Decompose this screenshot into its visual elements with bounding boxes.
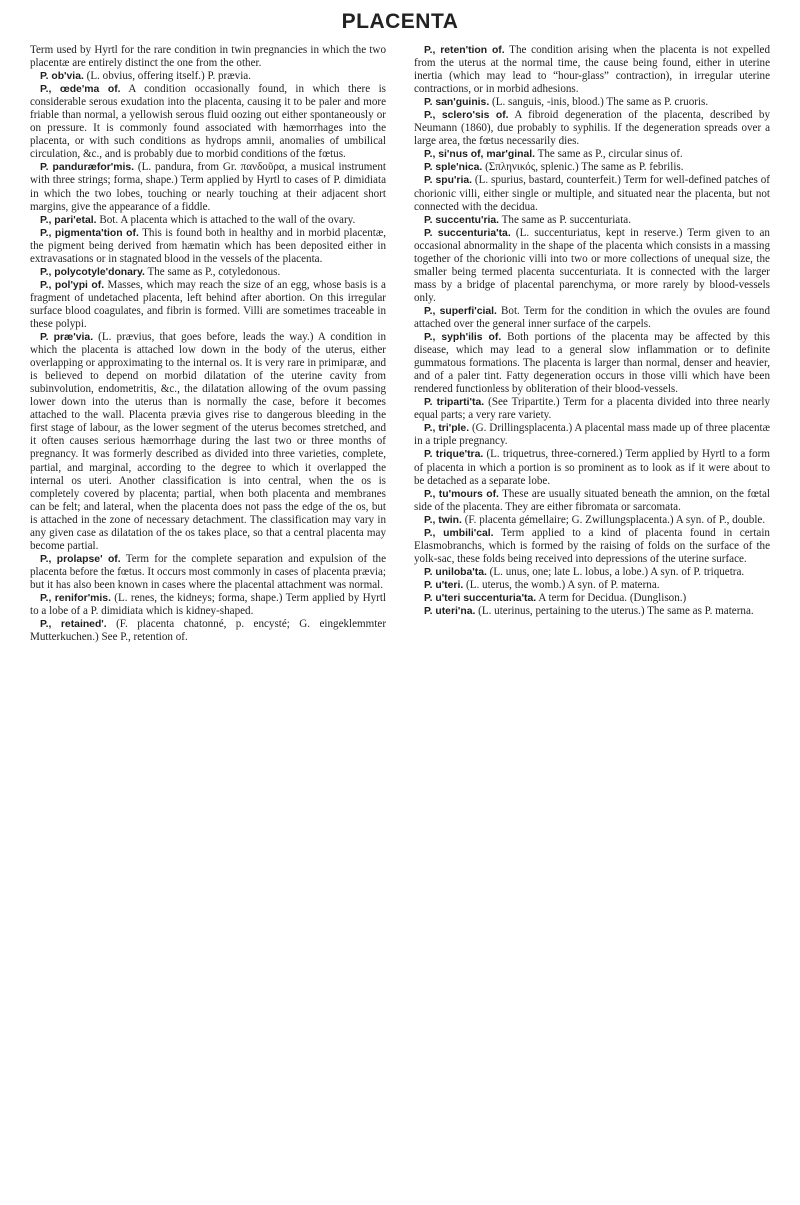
entry-headword: P. uteri'na. [424, 606, 476, 618]
dictionary-entry [30, 553, 386, 592]
entry-definition: This is found both in healthy and in morbid placentæ, the pigment being derived from hæmatin which has been deposited either in extravasations or in stagnated blood in the vessels of the placenta. [30, 226, 386, 265]
entry-headword: P., syph'ilis of. [424, 332, 502, 344]
dictionary-entry [414, 44, 770, 96]
entry-definition: (G. Drillingsplacenta.) A placental mass made up of three placentæ in a triple pregnancy. [414, 422, 770, 448]
entry-headword: P. panduræfor'mis. [40, 162, 135, 174]
entry-definition: (L. spurius, bastard, counterfeit.) Term for well-defined patches of chorionic villi, either single or multiple, and situated near the placenta, but not connected with the decidua. [414, 174, 771, 213]
dictionary-entry [30, 592, 386, 618]
dictionary-entry [414, 331, 770, 396]
dictionary-entry [414, 579, 770, 592]
dictionary-entry [30, 227, 386, 266]
dictionary-entry [414, 174, 770, 213]
dictionary-entry [30, 214, 386, 227]
entry-definition: (L. obvius, offering itself.) P. prævia. [83, 70, 251, 83]
dictionary-entry [30, 331, 386, 553]
entry-headword: P., tu'mours of. [424, 488, 499, 500]
entry-headword: P., sclero'sis of. [424, 110, 509, 122]
entry-definition: (L. pandura, from Gr. πανδοῦρα, a musical instrument with three strings; forma, shape.) Term applied by Hyrtl to cases of P. dimidiata in which the two lobes, touching or nearly touching at their adjacent short margins, give the appearance of a fiddle. [30, 161, 386, 213]
entry-definition: Masses, which may reach the size of an egg, whose basis is a fragment of undetached placenta, left behind after abortion. On this irregular surface blood coagulates, and fibrin is formed. Villi are sometimes traceable in these polypi. [30, 278, 386, 330]
dictionary-entry [30, 266, 386, 279]
entry-headword: P. sple'nica. [424, 162, 483, 174]
dictionary-entry [30, 279, 386, 331]
entry-definition: (See Tripartite.) Term for a placenta divided into three nearly equal parts; a very rare variety. [414, 396, 770, 422]
dictionary-entry [414, 227, 770, 305]
entry-headword: P., si'nus of, mar'ginal. [424, 149, 535, 161]
entry-headword: P. triparti'ta. [424, 397, 485, 409]
dictionary-entry [414, 96, 770, 109]
entry-definition: (L. renes, the kidneys; forma, shape.) Term applied by Hyrtl to a lobe of a P. dimidiata which is kidney-shaped. [30, 591, 387, 618]
entry-headword: P. u'teri succenturia'ta. [424, 592, 537, 604]
left-column [30, 44, 386, 644]
entry-definition: Term used by Hyrtl for the rare condition in twin pregnancies in which the two placentæ are entirely distinct the one from the other. [30, 44, 386, 70]
entry-definition: (L. uterinus, pertaining to the uterus.) The same as P. materna. [475, 605, 754, 618]
page-title: PLACENTA [341, 10, 459, 33]
dictionary-entry [30, 161, 386, 213]
entry-headword: P., retained'. [40, 619, 107, 631]
entry-definition: Term for the complete separation and expulsion of the placenta before the fœtus. It occurs most commonly in cases of placenta prævia; but it has also been known in cases where the placental attachment was normal. [30, 552, 386, 591]
dictionary-entry [414, 422, 770, 448]
dictionary-entry [414, 566, 770, 579]
entry-headword: P. spu'ria. [424, 175, 473, 187]
entry-definition: (L. succenturiatus, kept in reserve.) Term given to an occasional abnormality in the shape of the placenta which consists in a massing together of the chorionic villi into two or more collections of unequal size, the smaller being termed placenta succenturiata. It is connected with the larger mass by a bridge of placental parenchyma, or more rarely by blood-vessels only. [414, 226, 770, 304]
dictionary-entry [414, 396, 770, 422]
entry-headword: P., reten'tion of. [424, 45, 505, 56]
entry-headword: P., polycotyle'donary. [40, 266, 145, 278]
entry-headword: P., pigmenta'tion of. [40, 227, 139, 239]
entry-headword: P. uniloba'ta. [424, 566, 487, 578]
entry-headword: P. san'guinis. [424, 97, 490, 109]
dictionary-entry [414, 214, 770, 227]
entry-definition: A term for Decidua. (Dunglison.) [536, 591, 687, 604]
dictionary-columns [30, 44, 770, 644]
entry-definition: A fibroid degeneration of the placenta, described by Neumann (1860), due probably to syphilis. If the degeneration spreads over a large area, the fœtus necessarily dies. [414, 109, 770, 148]
dictionary-entry [414, 448, 770, 487]
entry-headword: P., pari'etal. [40, 214, 97, 226]
dictionary-entry [30, 618, 386, 644]
entry-headword: P., tri'ple. [424, 423, 470, 435]
entry-headword: P., twin. [424, 514, 462, 526]
entry-definition: (L. unus, one; late L. lobus, a lobe.) A syn. of P. triquetra. [486, 565, 745, 578]
dictionary-entry [414, 305, 770, 331]
entry-headword: P., renifor'mis. [40, 592, 111, 604]
entry-definition: Bot. A placenta which is attached to the wall of the ovary. [96, 213, 356, 226]
entry-headword: P., prolapse' of. [40, 553, 121, 565]
right-column [414, 44, 770, 644]
entry-definition: (Σπληνικός, splenic.) The same as P. febrilis. [482, 161, 684, 174]
entry-headword: P., pol'ypi of. [40, 279, 105, 291]
entry-headword: P., superfi'cial. [424, 305, 497, 317]
entry-definition: The same as P., cotyledonous. [144, 265, 281, 278]
entry-definition: (L. triquetrus, three-cornered.) Term applied by Hyrtl to a form of placenta in which a portion is so prominent as to look as if it were about to be detached as a separate lobe. [414, 448, 771, 487]
entry-definition: A condition occasionally found, in which there is considerable serous exudation into the placenta, causing it to be paler and more friable than normal, a yellowish serous fluid oozing out either spontaneously or on pressure. It is commonly found associated with hæmorrhages into the placenta, or with such conditions as hydrops amnii, anomalies of umbilical circulation, &c., and is probably due to morbid conditions of the fœtus. [30, 83, 386, 161]
entry-definition: Bot. Term for the condition in which the ovules are found attached over the general inner surface of the carpels. [414, 304, 770, 330]
dictionary-entry [414, 161, 770, 174]
dictionary-entry [30, 70, 386, 83]
entry-definition: (L. uterus, the womb.) A syn. of P. materna. [463, 578, 660, 591]
entry-headword: P. succentu'ria. [424, 214, 500, 226]
entry-headword: P. ob'via. [40, 71, 84, 83]
dictionary-entry [414, 605, 770, 618]
dictionary-entry [414, 592, 770, 605]
entry-definition: (L. prævius, that goes before, leads the way.) A condition in which the placenta is attached low down in the body of the uterus, either overlapping or approximating to the internal os. It is very rare in primiparæ, and is believed to depend on morbid dilatation of the uterine cavity from subinvolution, endometritis, &c., the dilatation allowing of the ovum passing lower down into the uterus than is normally the case, before it becomes attached to the wall. Placenta prævia gives rise to dangerous bleeding in the first stage of labour, as the lower segment of the uterus becomes stretched, and it often causes serious hæmorrhage during the last two or three months of pregnancy. It was formerly described as divided into three varieties, complete, partial, and marginal, according to the degree to which it overlapped the internal os uteri. Another classification is into central, when the os is completely covered by placenta; partial, when both placenta and membranes can be felt; and lateral, when the placenta does not pass the edge of the os, but is attached in the zone of necessary detachment. The classification may vary in any given case as dilatation of the os takes place, so that a central placenta may become partial. [30, 331, 386, 552]
dictionary-entry [414, 109, 770, 148]
dictionary-entry [414, 148, 770, 161]
entry-headword: P. trique'tra. [424, 449, 484, 461]
entry-definition: The same as P. succenturiata. [499, 213, 632, 226]
entry-definition: (F. placenta gémellaire; G. Zwillungsplacenta.) A syn. of P., double. [461, 513, 766, 526]
entry-definition: (L. sanguis, -inis, blood.) The same as P. cruoris. [489, 96, 709, 109]
entry-definition: Term applied to a kind of placenta found in certain Elasmobranchs, which is formed by the raising of folds on the surface of the yolk-sac, these folds being received into depressions of the uterine surface. [414, 526, 770, 565]
dictionary-entry [30, 83, 386, 161]
dictionary-entry [30, 44, 386, 70]
entry-headword: P., œde'ma of. [40, 84, 121, 96]
dictionary-entry [414, 514, 770, 527]
entry-definition: (F. placenta chatonné, p. encysté; G. eingeklemmter Mutterkuchen.) See P., retention of. [30, 618, 387, 644]
dictionary-entry [414, 527, 770, 566]
entry-definition: The same as P., circular sinus of. [535, 148, 683, 161]
dictionary-entry [414, 488, 770, 514]
entry-definition: The condition arising when the placenta is not expelled from the uterus at the normal time, the cause being found, either in uterine inertia (which may lead to “hour-glass” contraction), in irregular uterine contractions, or in morbid adhesions. [414, 44, 770, 96]
entry-headword: P., umbili'cal. [424, 527, 494, 539]
entry-headword: P. succenturia'ta. [424, 227, 511, 239]
entry-definition: These are usually situated beneath the amnion, on the fœtal side of the placenta. They are either fibromata or sarcomata. [414, 487, 770, 513]
entry-headword: P. u'teri. [424, 579, 464, 591]
entry-definition: Both portions of the placenta may be affected by this disease, which may lead to a general slow inflammation or to definite gummatous formations. The placenta is larger than normal, denser and heavier, and of a paler tint. Fatty degeneration occurs in those villi which have been rendered functionless by obliteration of their blood-vessels. [414, 331, 770, 396]
entry-headword: P. præ'via. [40, 332, 94, 344]
